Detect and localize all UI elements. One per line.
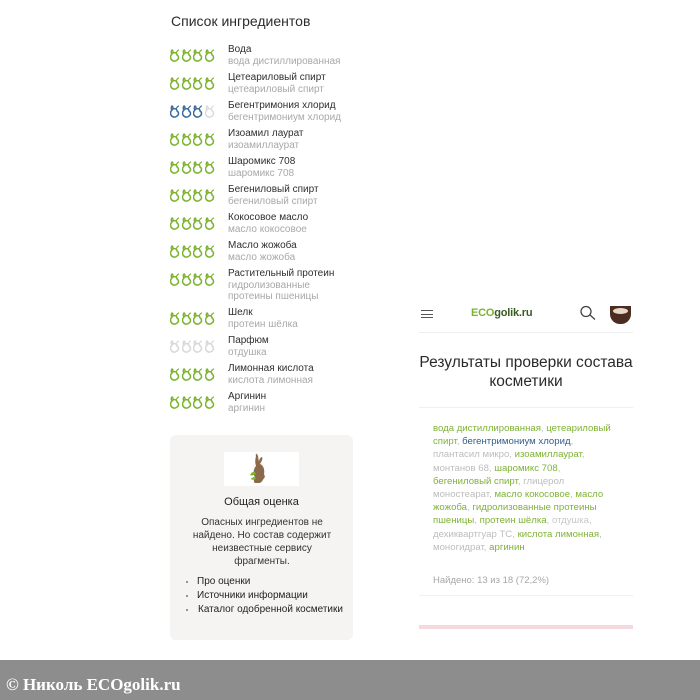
hamburger-menu-icon[interactable]	[421, 310, 433, 318]
ingredient-text	[228, 212, 308, 235]
ingredient-alias: бегениловый спирт	[228, 196, 318, 207]
results-box	[419, 407, 633, 596]
link-label: Источники информации	[197, 590, 308, 601]
rating-drops	[170, 335, 227, 353]
link-label: Каталог одобренной косметики	[198, 604, 343, 615]
drop-icon	[170, 245, 180, 258]
composition-ingredient[interactable]: аргинин	[489, 541, 525, 553]
ingredient-text	[228, 156, 295, 179]
ingredient-alias: масло кокосовое	[228, 224, 307, 235]
drop-icon	[170, 49, 180, 62]
drop-icon	[205, 312, 215, 325]
ingredient-alias: кислота лимонная	[228, 375, 313, 386]
rabbit-logo-icon	[224, 452, 299, 486]
ingredient-name: Масло жожоба	[228, 240, 297, 251]
drop-icon	[170, 396, 180, 409]
ingredient-row[interactable]	[170, 44, 340, 67]
rating-drops	[170, 128, 227, 146]
drop-icon	[182, 217, 192, 230]
composition-ingredient[interactable]: шаромикс 708	[494, 462, 558, 474]
ingredient-alias: протеин шёлка	[228, 319, 298, 330]
drop-icon	[170, 340, 180, 353]
found-count: Найдено: 13 из 18 (72,2%)	[433, 575, 550, 586]
drop-icon	[182, 312, 192, 325]
ingredient-name: Вода	[228, 44, 252, 55]
composition-separator: ,	[570, 489, 576, 501]
results-title: Результаты проверки состава косметики	[419, 354, 633, 390]
drop-icon	[193, 217, 203, 230]
site-logo[interactable]	[471, 307, 532, 319]
drop-icon	[193, 368, 203, 381]
ingredient-text	[228, 391, 266, 414]
ingredient-name: Изоамил лаурат	[228, 128, 304, 139]
drop-icon	[193, 273, 203, 286]
logo-eco-text: ECO	[471, 307, 495, 319]
ingredient-text	[228, 307, 298, 330]
bottom-strip	[419, 625, 633, 629]
drop-icon	[205, 77, 215, 90]
summary-heading: Общая оценка	[224, 496, 299, 508]
ingredient-name: Шаромикс 708	[228, 156, 296, 167]
composition-separator: ,	[546, 515, 552, 527]
ingredient-row[interactable]	[170, 391, 266, 414]
ingredient-text	[228, 128, 304, 151]
ingredient-text	[228, 100, 341, 123]
ingredient-row[interactable]	[170, 156, 295, 179]
ingredient-name: Бегентримония хлорид	[228, 100, 336, 111]
ingredient-row[interactable]	[170, 307, 298, 330]
link-approved-catalog[interactable]	[184, 603, 344, 616]
drop-icon	[205, 340, 215, 353]
drop-icon	[193, 189, 203, 202]
ingredient-alias: отдушка	[228, 347, 267, 358]
drop-icon	[170, 161, 180, 174]
composition-ingredient[interactable]: масло кокосовое	[494, 489, 571, 501]
ingredient-row[interactable]	[170, 212, 308, 235]
drop-icon	[170, 217, 180, 230]
drop-icon	[193, 340, 203, 353]
composition-separator: , моногидрат,	[433, 528, 602, 553]
drop-icon	[182, 396, 192, 409]
rating-drops	[170, 240, 227, 258]
drop-icon	[193, 105, 203, 118]
watermark-footer	[0, 660, 700, 700]
ingredients-list-title: Список ингредиентов	[171, 13, 311, 29]
rating-drops	[170, 156, 227, 174]
rating-drops	[170, 44, 227, 62]
drop-icon	[182, 161, 192, 174]
composition-separator: , дехиквартгуар ТС,	[433, 515, 592, 540]
ingredient-text	[228, 268, 348, 302]
composition-separator: , монтанов 68,	[433, 449, 585, 474]
ingredient-name: Кокосовое масло	[228, 212, 309, 223]
composition-separator: ,	[474, 515, 480, 527]
ingredient-alias: цетеариловый спирт	[228, 84, 324, 95]
drop-icon	[205, 189, 215, 202]
rating-drops	[170, 100, 227, 118]
drop-icon	[193, 49, 203, 62]
ingredient-alias: масло жожоба	[228, 252, 296, 263]
ingredient-row[interactable]	[170, 128, 304, 151]
drop-icon	[193, 77, 203, 90]
rating-drops	[170, 72, 227, 90]
ingredient-row[interactable]	[170, 100, 341, 123]
ingredient-name: Аргинин	[228, 391, 267, 402]
ingredient-row[interactable]	[170, 184, 319, 207]
search-icon[interactable]	[579, 305, 597, 326]
composition-ingredient[interactable]: вода дистиллированная	[433, 423, 541, 434]
drop-icon	[182, 368, 192, 381]
drop-icon	[193, 245, 203, 258]
composition-ingredient[interactable]: протеин шёлка	[479, 515, 547, 527]
drop-icon	[170, 133, 180, 146]
drop-icon	[205, 105, 215, 118]
summary-description: Опасных ингредиентов не найдено. Но состав содержит неизвестные сервису фрагменты.	[192, 517, 332, 567]
ingredient-name: Растительный протеин	[228, 268, 335, 279]
ingredient-name: Парфюм	[228, 335, 269, 346]
drop-icon	[170, 105, 180, 118]
ingredient-row[interactable]	[170, 72, 326, 95]
drop-icon	[205, 396, 215, 409]
ingredient-alias: вода дистиллированная	[228, 56, 341, 67]
composition-separator: , плантасил микро,	[433, 436, 574, 461]
ingredient-name: Шелк	[228, 307, 253, 318]
rating-drops	[170, 268, 227, 286]
ingredient-row[interactable]	[170, 335, 269, 358]
ingredient-row[interactable]	[170, 268, 348, 302]
logo-domain-text: golik.ru	[494, 307, 533, 319]
composition-separator: ,	[557, 462, 561, 474]
ingredient-alias: аргинин	[228, 403, 265, 414]
drop-icon	[170, 273, 180, 286]
mobile-screenshot	[419, 295, 633, 635]
summary-links	[184, 575, 344, 616]
drop-icon	[182, 105, 192, 118]
composition-separator: ,	[540, 423, 547, 434]
bullet-icon	[186, 609, 188, 611]
drop-icon	[170, 189, 180, 202]
drop-icon	[193, 133, 203, 146]
drop-icon	[182, 245, 192, 258]
composition-ingredient[interactable]: гидролизованные протеины пшеницы	[433, 502, 597, 527]
ingredient-name: Бегениловый спирт	[228, 184, 319, 195]
copyright-text: © Николь ECOgolik.ru	[6, 675, 181, 694]
drop-icon	[182, 189, 192, 202]
link-info-sources[interactable]	[184, 589, 344, 602]
composition-text	[433, 422, 619, 554]
ingredient-text	[228, 240, 297, 263]
link-label: Про оценки	[197, 576, 251, 587]
drop-icon	[205, 368, 215, 381]
ingredient-row[interactable]	[170, 240, 297, 263]
composition-separator: , глицерол моностеарат,	[433, 475, 565, 501]
ingredient-text	[228, 72, 326, 95]
rating-drops	[170, 391, 227, 409]
ingredient-alias: изоамиллаурат	[228, 140, 300, 151]
ingredient-name: Лимонная кислота	[228, 363, 314, 374]
summary-card	[170, 435, 353, 640]
ingredient-alias: гидролизованные протеины пшеницы	[228, 280, 319, 302]
drop-icon	[170, 312, 180, 325]
composition-ingredient[interactable]: бегентримониум хлорид	[462, 436, 571, 448]
composition-ingredient[interactable]: бегениловый спирт	[433, 475, 518, 487]
drop-icon	[193, 161, 203, 174]
mobile-header	[419, 295, 633, 333]
composition-separator: ,	[467, 502, 473, 514]
drop-icon	[182, 133, 192, 146]
bullet-icon	[186, 595, 188, 597]
rating-drops	[170, 307, 227, 325]
ingredient-text	[228, 363, 314, 386]
rating-drops	[170, 184, 227, 202]
rating-drops	[170, 212, 227, 230]
ingredient-alias: бегентримониум хлорид	[228, 112, 341, 123]
bullet-icon	[186, 581, 188, 583]
drop-icon	[170, 368, 180, 381]
composition-ingredient[interactable]: цетеариловый спирт	[433, 423, 611, 448]
user-avatar[interactable]	[610, 306, 631, 324]
composition-separator: ,	[456, 436, 463, 448]
drop-icon	[205, 133, 215, 146]
link-about-ratings[interactable]	[184, 575, 344, 588]
composition-ingredient[interactable]: изоамиллаурат	[514, 449, 582, 461]
composition-ingredient[interactable]: кислота лимонная	[517, 528, 600, 540]
ingredient-text	[228, 184, 319, 207]
ingredient-text	[228, 335, 269, 358]
ingredient-text	[228, 44, 340, 67]
drop-icon	[193, 396, 203, 409]
drop-icon	[170, 77, 180, 90]
ingredient-alias: шаромикс 708	[228, 168, 295, 179]
ingredient-name: Цетеариловый спирт	[228, 72, 326, 83]
drop-icon	[205, 161, 215, 174]
drop-icon	[182, 49, 192, 62]
drop-icon	[182, 77, 192, 90]
drop-icon	[182, 340, 192, 353]
drop-icon	[205, 245, 215, 258]
ingredient-row[interactable]	[170, 363, 314, 386]
drop-icon	[205, 273, 215, 286]
rating-drops	[170, 363, 227, 381]
drop-icon	[205, 49, 215, 62]
composition-ingredient[interactable]: отдушка	[551, 515, 589, 527]
drop-icon	[205, 217, 215, 230]
composition-ingredient[interactable]: масло жожоба	[433, 489, 604, 514]
drop-icon	[182, 273, 192, 286]
drop-icon	[193, 312, 203, 325]
